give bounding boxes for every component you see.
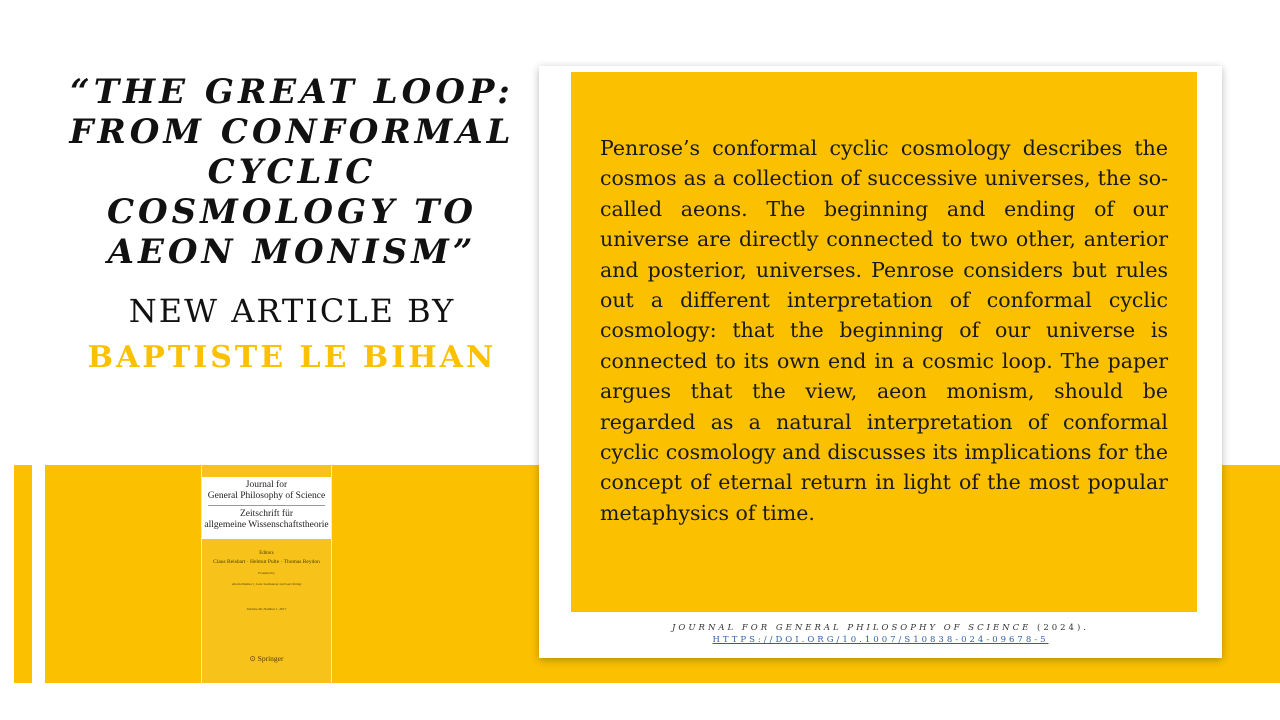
cover-founders: Alwin Diemer †, Lutz Geldsetzer and Gert König bbox=[231, 582, 302, 586]
abstract-card bbox=[539, 66, 1222, 658]
article-title: “THE GREAT LOOP: FROM CONFORMAL CYCLIC COSMOLOGY TO AEON MONISM” bbox=[69, 72, 515, 272]
journal-cover bbox=[201, 465, 332, 683]
cover-title-line: allgemeine Wissenschaftstheorie bbox=[204, 520, 329, 530]
cover-header bbox=[202, 477, 331, 539]
cover-title-line: General Philosophy of Science bbox=[207, 491, 326, 501]
decorative-band-strip bbox=[14, 465, 32, 683]
cover-publisher: ⊙ Springer bbox=[249, 654, 284, 663]
abstract-text: Penrose’s conformal cyclic cosmology describes the cosmos as a collection of successive universes, the so-called aeons. The beginning and ending of our universe are directly connected to two other, anterior and posterior, universes. Penrose considers but rules out a different interpretation of conformal cyclic cosmology: that the beginning of our universe is connected to its own end in a cosmic loop. The paper argues that the view, aeon monism, should be regarded as a natural interpretation of conformal cyclic cosmology and discusses its implications for the concept of eternal return in light of the most popular metaphysics of time. bbox=[600, 136, 1168, 525]
cover-divider bbox=[208, 505, 325, 506]
cover-volume: Volume 48, Number 1, 2017 bbox=[246, 607, 287, 611]
cover-founded-label: Founded by bbox=[258, 571, 275, 575]
cover-editors: Claus Beisbart · Helmut Pulte · Thomas Reydon bbox=[213, 559, 320, 565]
citation-year: (2024). bbox=[1031, 623, 1089, 633]
cover-editors-label: Editors bbox=[259, 551, 274, 556]
cover-title-line: Journal for bbox=[245, 480, 288, 490]
citation-journal: JOURNAL FOR GENERAL PHILOSOPHY OF SCIENCE bbox=[672, 623, 1032, 633]
citation bbox=[539, 622, 1222, 646]
cover-body bbox=[202, 543, 331, 611]
doi-link[interactable]: HTTPS://DOI.ORG/10.1007/S10838-024-09678-5 bbox=[712, 635, 1049, 645]
article-subtitle: NEW ARTICLE BY bbox=[128, 292, 456, 330]
author-name: BAPTISTE LE BIHAN bbox=[87, 340, 497, 375]
abstract-panel bbox=[571, 72, 1197, 612]
cover-title-line: Zeitschrift für bbox=[239, 509, 294, 519]
